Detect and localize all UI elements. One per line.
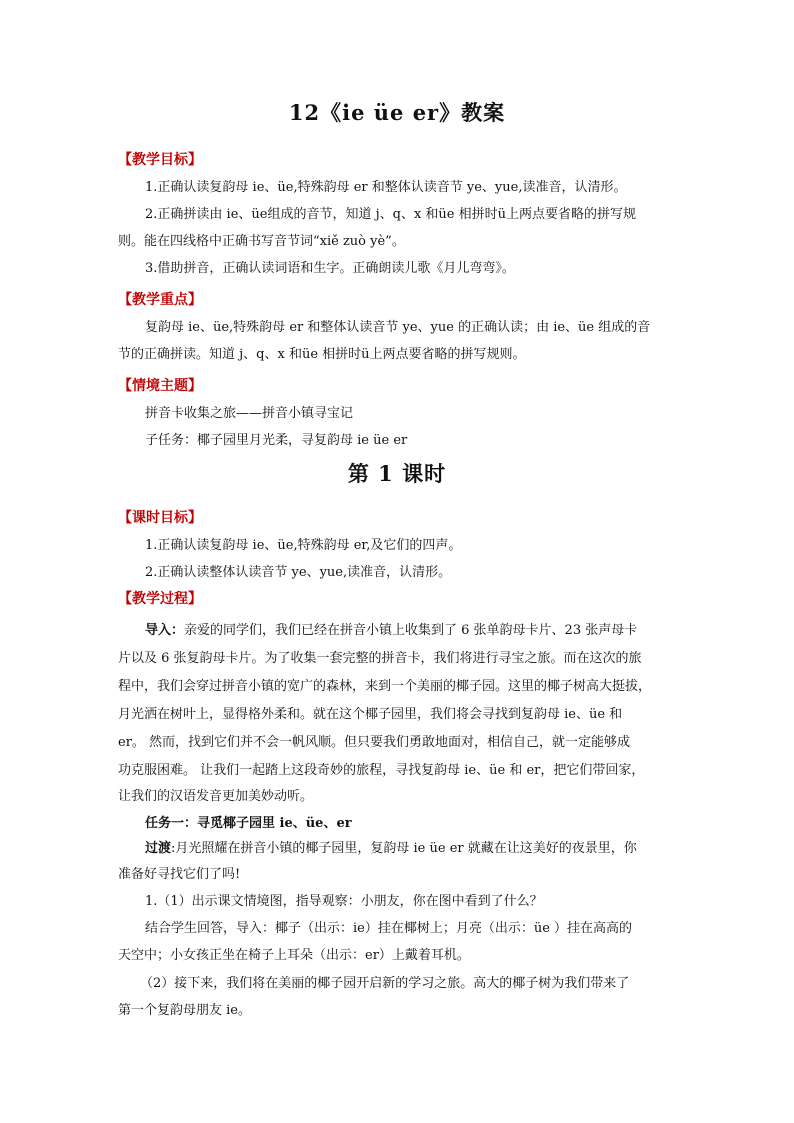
lesson-goal-item: 1.正确认读复韵母 ie、üe,特殊韵母 er,及它们的四声。 <box>145 538 462 553</box>
theme-line: 子任务：椰子园里月光柔，寻复韵母 ie üe er <box>145 433 408 448</box>
goal-item: 3.借助拼音，正确认读词语和生字。正确朗读儿歌《月儿弯弯》。 <box>145 261 515 276</box>
intro-text: 亲爱的同学们，我们已经在拼音小镇上收集到了 6 张单韵母卡片、23 张声母卡 <box>184 623 638 638</box>
task-one-title: 任务一：寻觅椰子园里 ie、üe、er <box>145 816 352 831</box>
focus-heading: 【教学重点】 <box>118 292 202 308</box>
intro-line: 程中，我们会穿过拼音小镇的宽广的森林，来到一个美丽的椰子园。这里的椰子树高大挺拔， <box>118 679 652 694</box>
lesson-title: 第 1 课时 <box>347 461 447 486</box>
transition-paragraph <box>145 837 637 856</box>
theme-heading: 【情境主题】 <box>118 378 202 394</box>
intro-line: 月光洒在树叶上，显得格外柔和。就在这个椰子园里，我们将会寻找到复韵母 ie、üe 和 <box>118 707 623 722</box>
transition-line: 准备好寻找它们了吗! <box>118 867 241 882</box>
step-two-a: （2）接下来，我们将在美丽的椰子园开启新的学习之旅。高大的椰子树为我们带来了 <box>140 976 630 991</box>
step-one: 1.（1）出示课文情境图，指导观察：小朋友，你在图中看到了什么？ <box>145 894 543 909</box>
focus-line: 节的正确拼读。知道 j、q、x 和üe 相拼时ü上两点要省略的拼写规则。 <box>118 347 526 362</box>
intro-line: 让我们的汉语发音更加美妙动听。 <box>118 789 314 804</box>
theme-line: 拼音卡收集之旅——拼音小镇寻宝记 <box>145 406 354 421</box>
step-two-b: 第一个复韵母朋友 ie。 <box>118 1003 251 1018</box>
transition-text: :月光照耀在拼音小镇的椰子园里，复韵母 ie üe er 就藏在让这美好的夜景里，你 <box>171 841 637 856</box>
transition-label: 过渡 <box>145 841 172 856</box>
focus-line: 复韵母 ie、üe,特殊韵母 er 和整体认读音节 ye、yue 的正确认读；由 ie、üe 组成的音 <box>145 320 651 335</box>
lesson-goal-item: 2.正确认读整体认读音节 ye、yue,读准音，认清形。 <box>145 565 452 580</box>
goal-item: 1.正确认读复韵母 ie、üe,特殊韵母 er 和整体认读音节 ye、yue,读准音，认清形。 <box>145 180 627 195</box>
intro-label: 导入： <box>145 623 185 638</box>
intro-paragraph-first <box>145 619 637 638</box>
intro-line: 片以及 6 张复韵母卡片。为了收集一套完整的拼音卡，我们将进行寻宝之旅。而在这次的旅 <box>118 651 642 666</box>
step-one-a: 结合学生回答，导入：椰子（出示：ie）挂在椰树上；月亮（出示：üe ）挂在高高的 <box>145 921 633 936</box>
process-heading: 【教学过程】 <box>118 591 202 607</box>
goal-item: 2.正确拼读由 ie、üe组成的音节，知道 j、q、x 和üe 相拼时ü上两点要省略的拼写规 <box>145 207 636 222</box>
goals-heading: 【教学目标】 <box>118 152 202 168</box>
intro-line: er。 然而，找到它们并不会一帆风顺。但只要我们勇敢地面对，相信自己，就一定能够成 <box>118 735 631 750</box>
document-title: 12《ie üe er》教案 <box>288 100 506 125</box>
step-one-b: 天空中；小女孩正坐在椅子上耳朵（出示：er）上戴着耳机。 <box>118 948 470 963</box>
lesson-goals-heading: 【课时目标】 <box>118 510 202 526</box>
intro-line: 功克服困难。 让我们一起踏上这段奇妙的旅程，寻找复韵母 ie、üe 和 er，把它们带回家， <box>118 763 645 778</box>
goal-item: 则。能在四线格中正确书写音节词“xiě zuò yè”。 <box>118 234 405 249</box>
